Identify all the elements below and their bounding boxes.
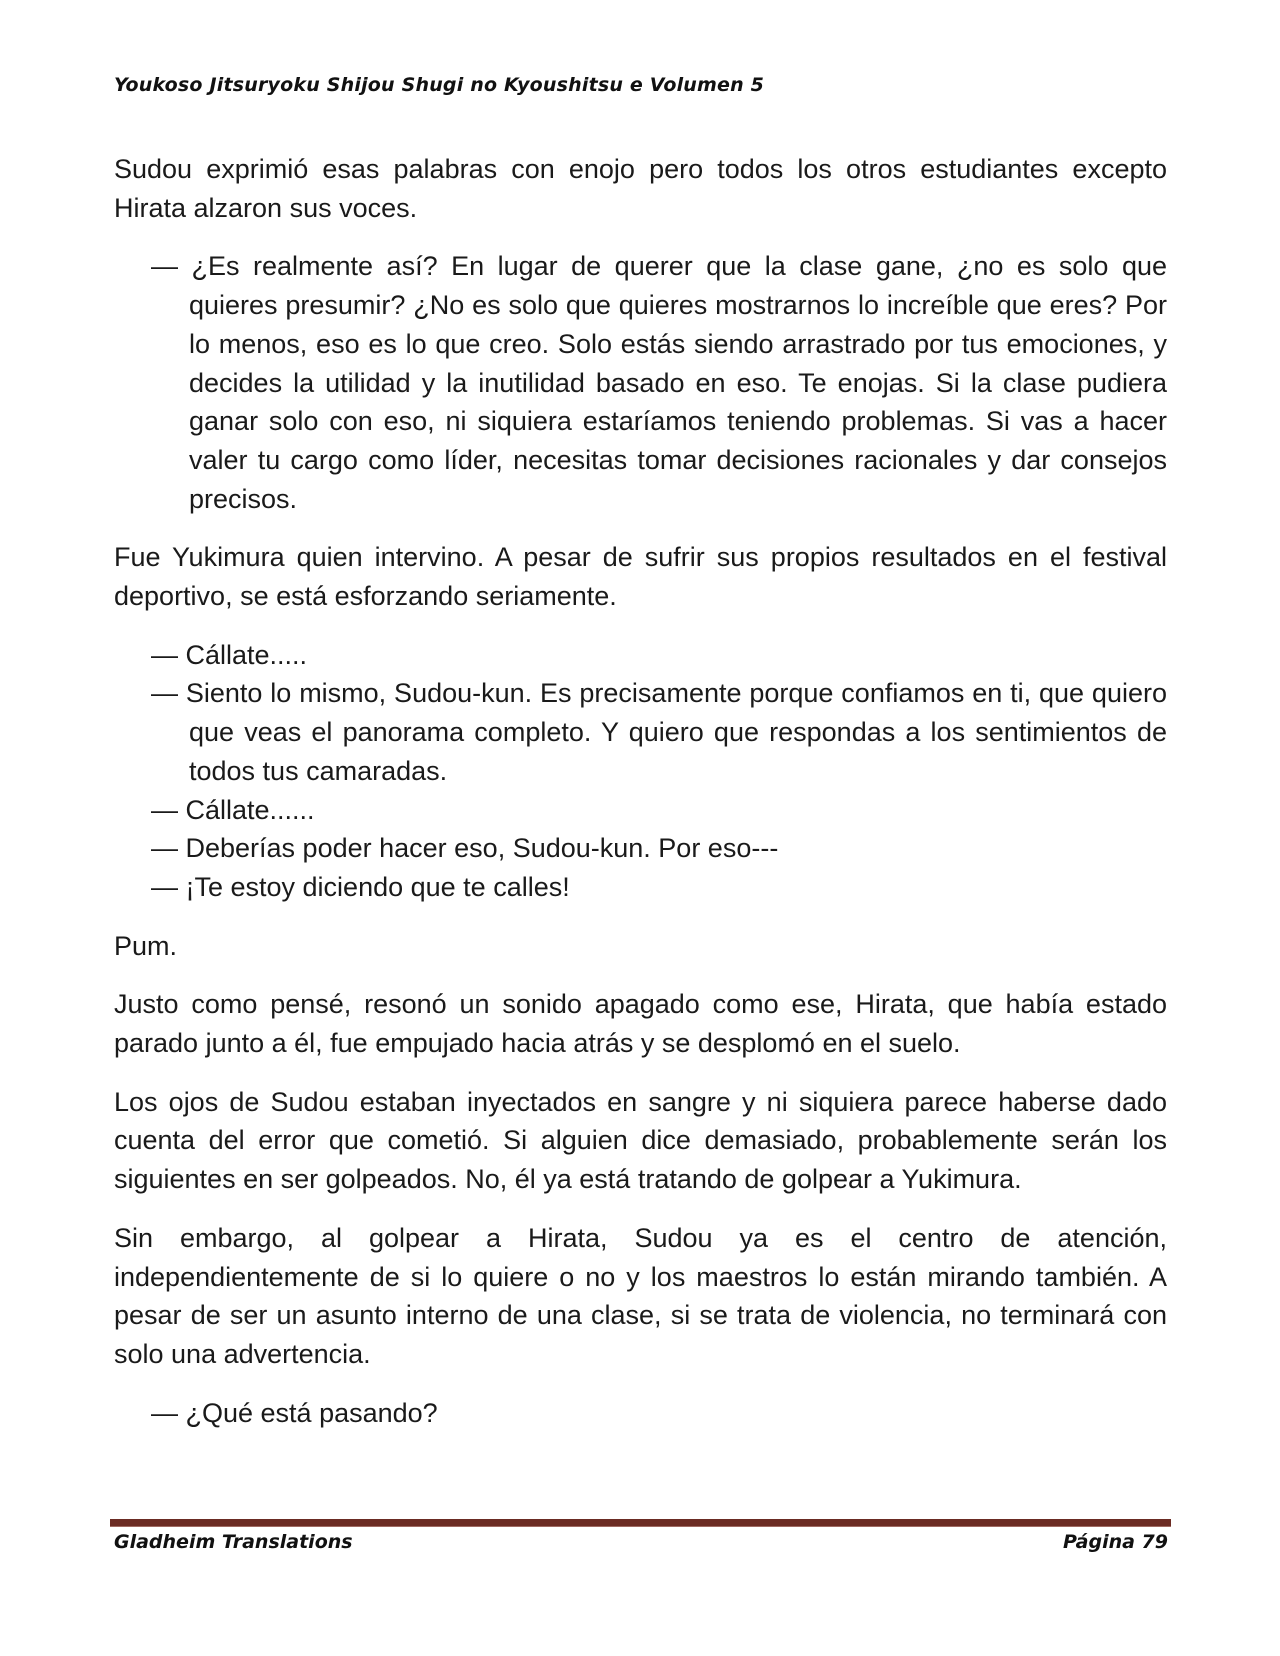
dialogue-line-1: — ¿Es realmente así? En lugar de querer que la clase gane, ¿no es solo que quieres presumir? ¿No es solo que quieres mostrarnos lo increíble que eres? Por lo menos, eso es lo que creo. Solo estás siendo arrastrado por tus emociones, y decides la utilidad y la inutilidad basado en eso. Te enojas. Si la clase pudiera ganar solo con eso, ni siquiera estaríamos teniendo problemas. Si vas a hacer valer tu cargo como líder, necesitas tomar decisiones racionales y dar consejos precisos. [151,251,1167,514]
dialogue-group-3 [114,1394,1167,1433]
dialogue-line-7: — ¿Qué está pasando? [151,1397,438,1428]
paragraph-4: Justo como pensé, resonó un sonido apagado como ese, Hirata, que había estado parado junto a él, fue empujado hacia atrás y se desplomó en el suelo. [114,989,1167,1059]
dialogue-group-2 [114,636,1167,907]
running-header: Youkoso Jitsuryoku Shijou Shugi no Kyoushitsu e Volumen 5 [114,74,765,96]
paragraph-1: Sudou exprimió esas palabras con enojo pero todos los otros estudiantes excepto Hirata alzaron sus voces. [114,154,1167,223]
footer-rule [110,1519,1171,1527]
dialogue-group-1 [114,247,1167,518]
footer-publisher: Gladheim Translations [114,1531,353,1553]
dialogue-line-6: — ¡Te estoy diciendo que te calles! [151,871,570,902]
footer-page-number: Página 79 [1062,1531,1168,1553]
dialogue-line-3: — Siento lo mismo, Sudou-kun. Es precisamente porque confiamos en ti, que quiero que veas el panorama completo. Y quiero que respondas a los sentimientos de todos tus camaradas. [151,678,1167,786]
paragraph-6: Sin embargo, al golpear a Hirata, Sudou ya es el centro de atención, independientemente de si lo quiere o no y los maestros lo están mirando también. A pesar de ser un asunto interno de una clase, si se trata de violencia, no terminará con solo una advertencia. [114,1222,1167,1369]
paragraph-3: Pum. [114,930,178,961]
body-text [114,150,1167,1452]
paragraph-2: Fue Yukimura quien intervino. A pesar de sufrir sus propios resultados en el festival deportivo, se está esforzando seriamente. [114,542,1167,612]
dialogue-line-4: — Cállate...... [151,794,315,825]
dialogue-line-2: — Cállate..... [151,639,308,670]
paragraph-5: Los ojos de Sudou estaban inyectados en sangre y ni siquiera parece haberse dado cuenta del error que cometió. Si alguien dice demasiado, probablemente serán los siguientes en ser golpeados. No, él ya está tratando de golpear a Yukimura. [114,1086,1167,1195]
dialogue-line-5: — Deberías poder hacer eso, Sudou-kun. Por eso--- [151,833,779,864]
